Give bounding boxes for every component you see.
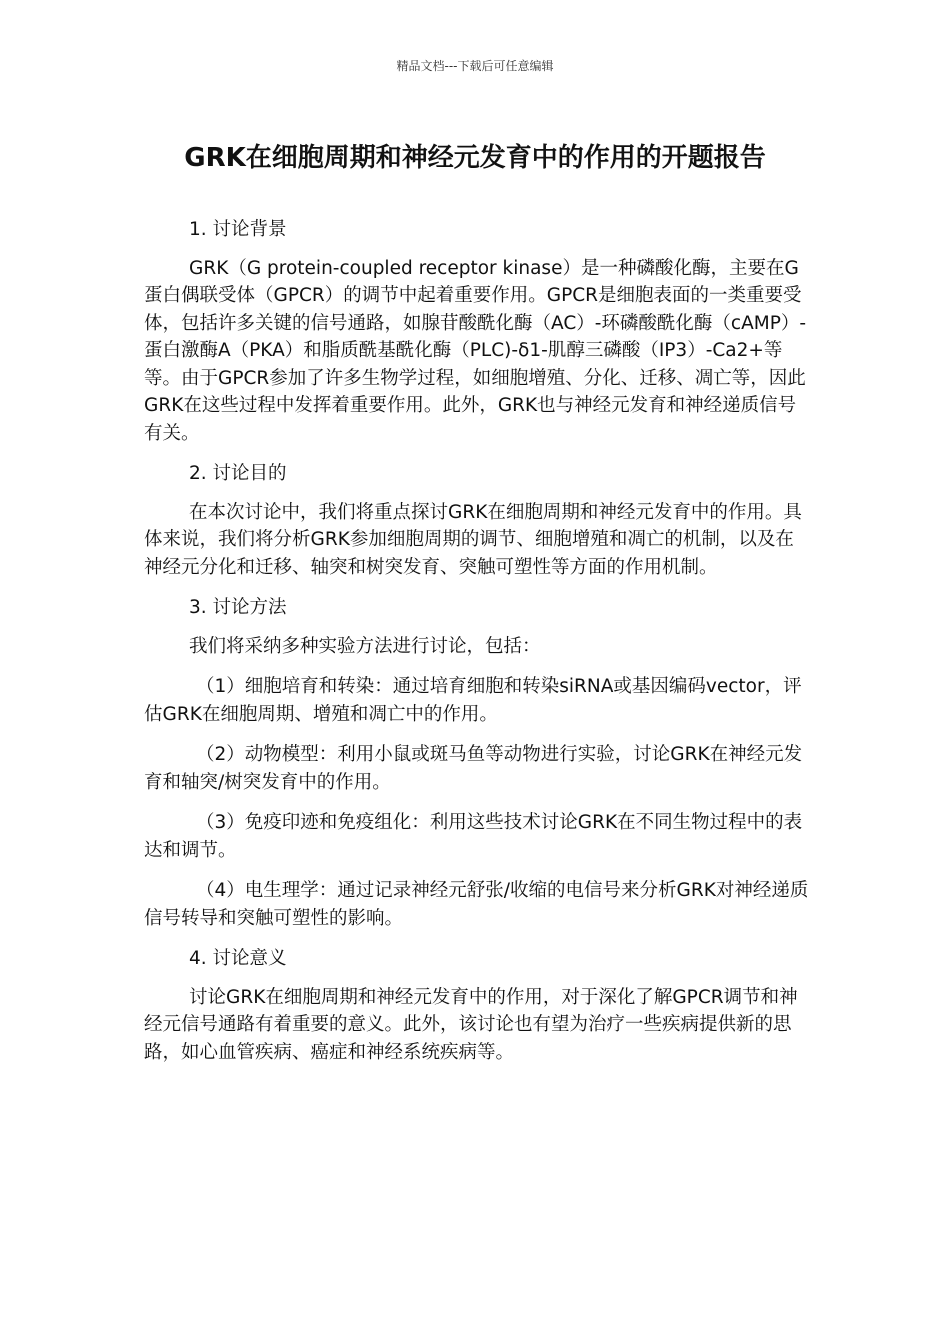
paragraph-background: GRK（G protein-coupled receptor kinase）是一种磷酸化酶，主要在G蛋白偶联受体（GPCR）的调节中起着重要作用。GPCR是细胞表面的一类重要受体，包括许多关键的信号通路，如腺苷酸酰化酶（AC）-环磷酸酰化酶（cAMP）-蛋白激酶A（PKA）和脂质酰基酰化酶（PLC)-δ1-肌醇三磷酸（IP3）-Ca2+等等。由于GPCR参加了许多生物学过程，如细胞增殖、分化、迁移、凋亡等，因此GRK在这些过程中发挥着重要作用。此外，GRK也与神经元发育和神经递质信号有关。	[144, 257, 807, 444]
document-title: GRK在细胞周期和神经元发育中的作用的开题报告	[184, 143, 766, 173]
section-heading-background: 1. 讨论背景	[189, 219, 287, 240]
method-item-immunoblot: （3）免疫印迹和免疫组化：利用这些技术讨论GRK在不同生物过程中的表达和调节。	[144, 812, 803, 861]
method-item-animal-model: （2）动物模型：利用小鼠或斑马鱼等动物进行实验，讨论GRK在神经元发育和轴突/树突发育中的作用。	[144, 744, 803, 793]
document-body	[144, 216, 809, 1079]
section-heading-purpose: 2. 讨论目的	[189, 463, 287, 484]
method-item-electrophysiology: （4）电生理学：通过记录神经元舒张/收缩的电信号来分析GRK对神经递质信号转导和突触可塑性的影响。	[144, 880, 809, 929]
paragraph-methods-intro: 我们将采纳多种实验方法进行讨论，包括：	[189, 635, 541, 657]
section-heading-methods: 3. 讨论方法	[189, 597, 287, 618]
paragraph-significance: 讨论GRK在细胞周期和神经元发育中的作用，对于深化了解GPCR调节和神经元信号通路有着重要的意义。此外，该讨论也有望为治疗一些疾病提供新的思路，如心血管疾病、癌症和神经系统疾病等。	[144, 986, 798, 1063]
section-heading-significance: 4. 讨论意义	[189, 948, 287, 969]
paragraph-purpose: 在本次讨论中，我们将重点探讨GRK在细胞周期和神经元发育中的作用。具体来说，我们将分析GRK参加细胞周期的调节、细胞增殖和凋亡的机制，以及在神经元分化和迁移、轴突和树突发育、突触可塑性等方面的作用机制。	[144, 501, 802, 578]
method-item-cell-culture: （1）细胞培育和转染：通过培育细胞和转染siRNA或基因编码vector，评估GRK在细胞周期、增殖和凋亡中的作用。	[144, 676, 802, 725]
header-note: 精品文档---下载后可任意编辑	[396, 59, 554, 73]
